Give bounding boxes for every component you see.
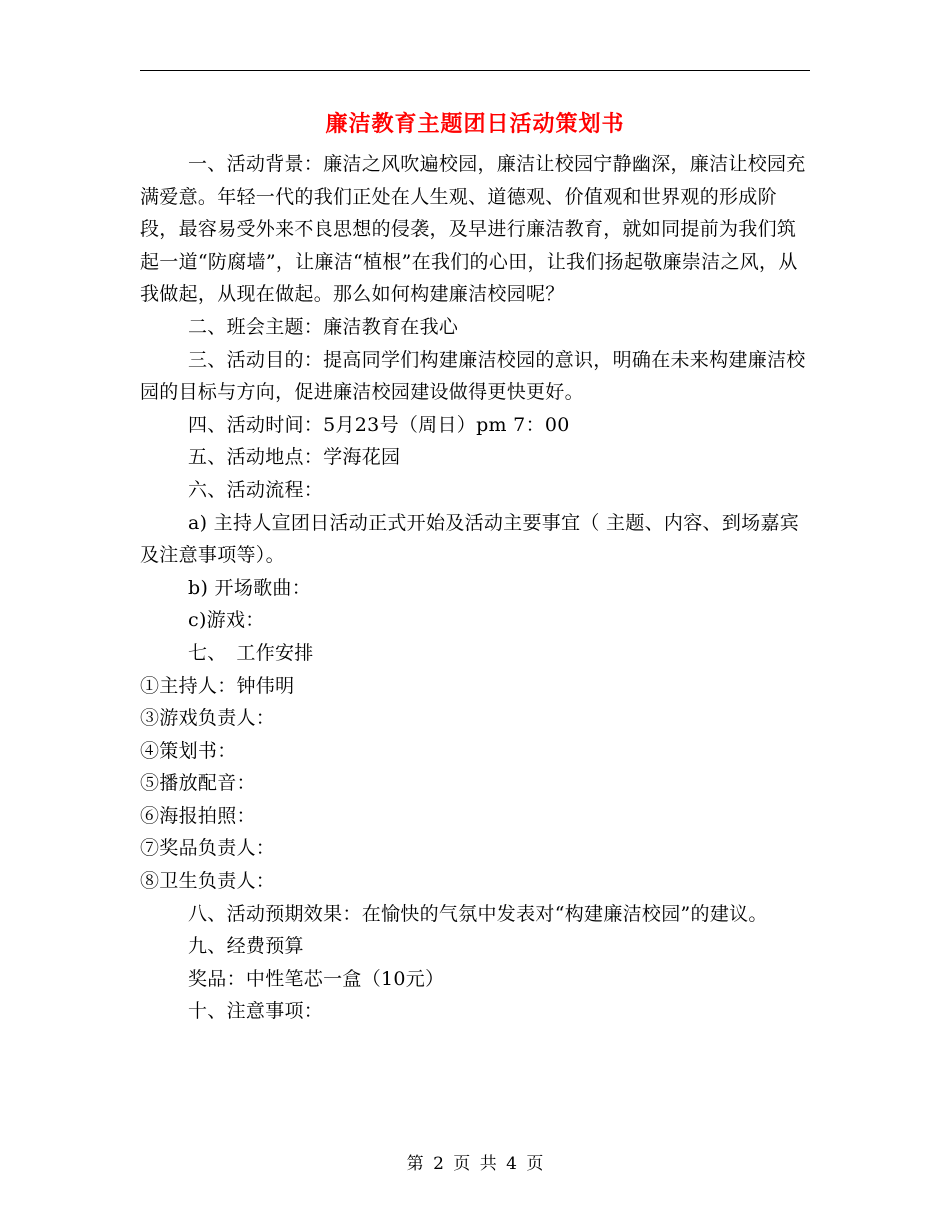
paragraph-process-heading: 六、活动流程： [188,478,324,501]
paragraph-work-heading: 七、 工作安排 [188,641,314,664]
work-item-plan: ④策划书： [140,739,237,762]
document-body [140,148,810,1028]
work-item-audio: ⑤播放配音： [140,772,256,795]
work-item-hygiene: ⑧卫生负责人： [140,870,276,893]
work-item-games: ③游戏负责人： [140,707,276,730]
page-number-footer: 第 2 页 共 4 页 [406,1154,544,1174]
document-title: 廉洁教育主题团日活动策划书 [325,111,625,137]
work-item-host: ①主持人：钟伟明 [140,674,295,697]
paragraph-process-a: a) 主持人宣团日活动正式开始及活动主要事宜（ 主题、内容、到场嘉宾及注意事项等）。 [140,511,800,567]
work-item-photo: ⑥海报拍照： [140,804,256,827]
paragraph-background: 一、活动背景：廉洁之风吹遍校园，廉洁让校园宁静幽深，廉洁让校园充满爱意。年轻一代的我们正处在人生观、道德观、价值观和世界观的形成阶段，最容易受外来不良思想的侵袭，及早进行廉洁教育，就如同提前为我们筑起一道“防腐墙”，让廉洁“植根”在我们的心田，让我们扬起敬廉崇洁之风，从我做起，从现在做起。那么如何构建廉洁校园呢？ [140,153,806,306]
work-item-prizes: ⑦奖品负责人： [140,837,276,860]
paragraph-process-c: c)游戏： [188,609,265,632]
paragraph-location: 五、活动地点：学海花园 [188,446,401,469]
paragraph-notes-heading: 十、注意事项： [188,1000,324,1023]
paragraph-budget-heading: 九、经费预算 [188,935,304,958]
paragraph-purpose: 三、活动目的：提高同学们构建廉洁校园的意识，明确在未来构建廉洁校园的目标与方向，促进廉洁校园建设做得更快更好。 [140,348,806,404]
paragraph-budget-prize: 奖品：中性笔芯一盒（10元） [188,967,445,990]
header-rule [140,70,810,71]
paragraph-time: 四、活动时间：5月23号（周日）pm 7：00 [188,413,570,436]
paragraph-theme: 二、班会主题：廉洁教育在我心 [188,315,459,338]
paragraph-process-b: b) 开场歌曲： [188,576,312,599]
paragraph-expected-effect: 八、活动预期效果：在愉快的气氛中发表对“构建廉洁校园”的建议。 [188,902,768,925]
